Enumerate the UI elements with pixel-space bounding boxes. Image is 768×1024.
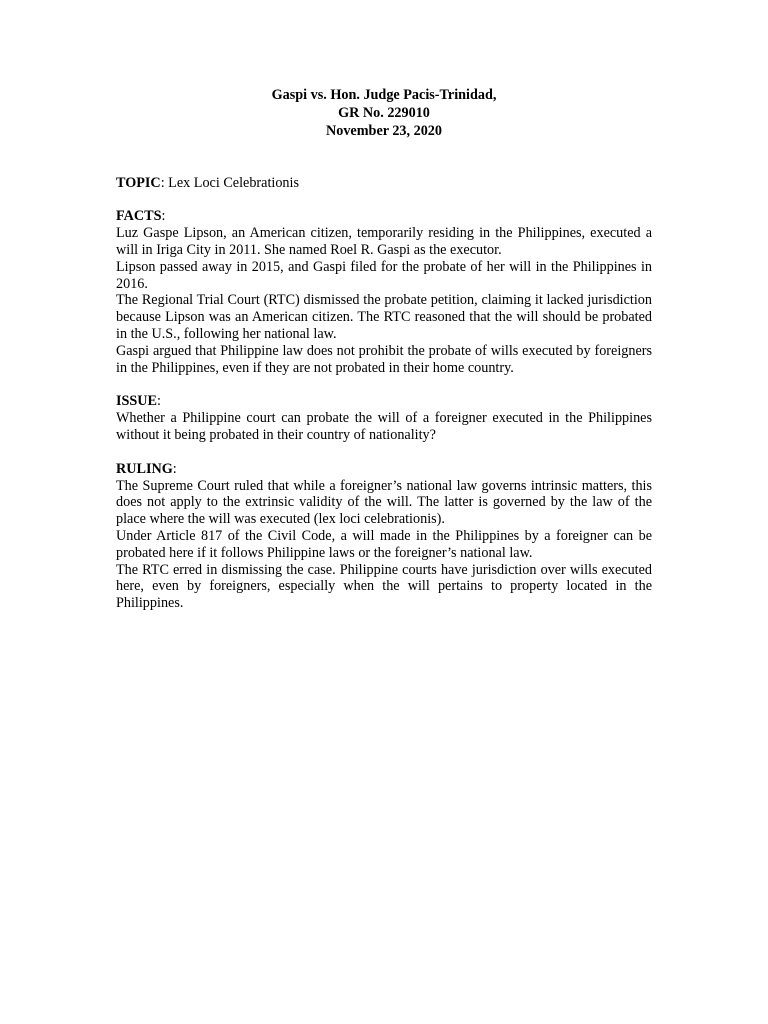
facts-label: FACTS (116, 208, 162, 225)
issue-heading (116, 393, 652, 410)
ruling-label-colon: : (172, 460, 177, 477)
facts-section (116, 208, 652, 376)
topic-line (116, 175, 652, 192)
case-title: Gaspi vs. Hon. Judge Pacis-Trinidad, (271, 87, 497, 103)
ruling-paragraph: Under Article 817 of the Civil Code, a will made in the Philippines by a foreigner can be probated here if it follows Philippine laws or the foreigner’s national law. (116, 527, 652, 561)
ruling-heading (116, 461, 652, 478)
topic-label: TOPIC (116, 174, 161, 191)
issue-section (116, 393, 652, 443)
facts-paragraph: Luz Gaspe Lipson, an American citizen, temporarily residing in the Philippines, executed a will in Iriga City in 2011. She named Roel R. Gaspi as the executor. (116, 225, 652, 258)
case-number: GR No. 229010 (338, 105, 430, 122)
issue-label-colon: : (157, 393, 161, 410)
issue-label: ISSUE (116, 393, 158, 410)
document-page (116, 86, 652, 629)
case-title-block (116, 86, 652, 141)
facts-heading (116, 208, 652, 225)
facts-paragraph: The Regional Trial Court (RTC) dismissed the probate petition, claiming it lacked jurisdiction because Lipson was an American citizen. The RTC reasoned that the will should be probated in the U.S., following her national law. (116, 292, 652, 342)
facts-label-colon: : (161, 208, 166, 225)
ruling-label: RULING (116, 460, 173, 477)
ruling-paragraph: The Supreme Court ruled that while a foreigner’s national law governs intrinsic matters, this does not apply to the extrinsic validity of the will. The latter is governed by the law of the place where the will was executed (lex loci celebrationis). (116, 477, 652, 528)
issue-paragraph: Whether a Philippine court can probate the will of a foreigner executed in the Philippines without it being probated in their country of nationality? (116, 410, 652, 443)
facts-paragraph: Gaspi argued that Philippine law does not prohibit the probate of wills executed by foreigners in the Philippines, even if they are not probated in their home country. (116, 342, 652, 376)
facts-paragraph: Lipson passed away in 2015, and Gaspi filed for the probate of her will in the Philippines in 2016. (116, 258, 652, 292)
ruling-paragraph: The RTC erred in dismissing the case. Philippine courts have jurisdiction over wills executed here, even by foreigners, especially when the will pertains to property located in the Philippines. (116, 561, 652, 612)
topic-text: : Lex Loci Celebrationis (160, 174, 299, 191)
ruling-section (116, 461, 652, 612)
case-date: November 23, 2020 (326, 123, 442, 140)
